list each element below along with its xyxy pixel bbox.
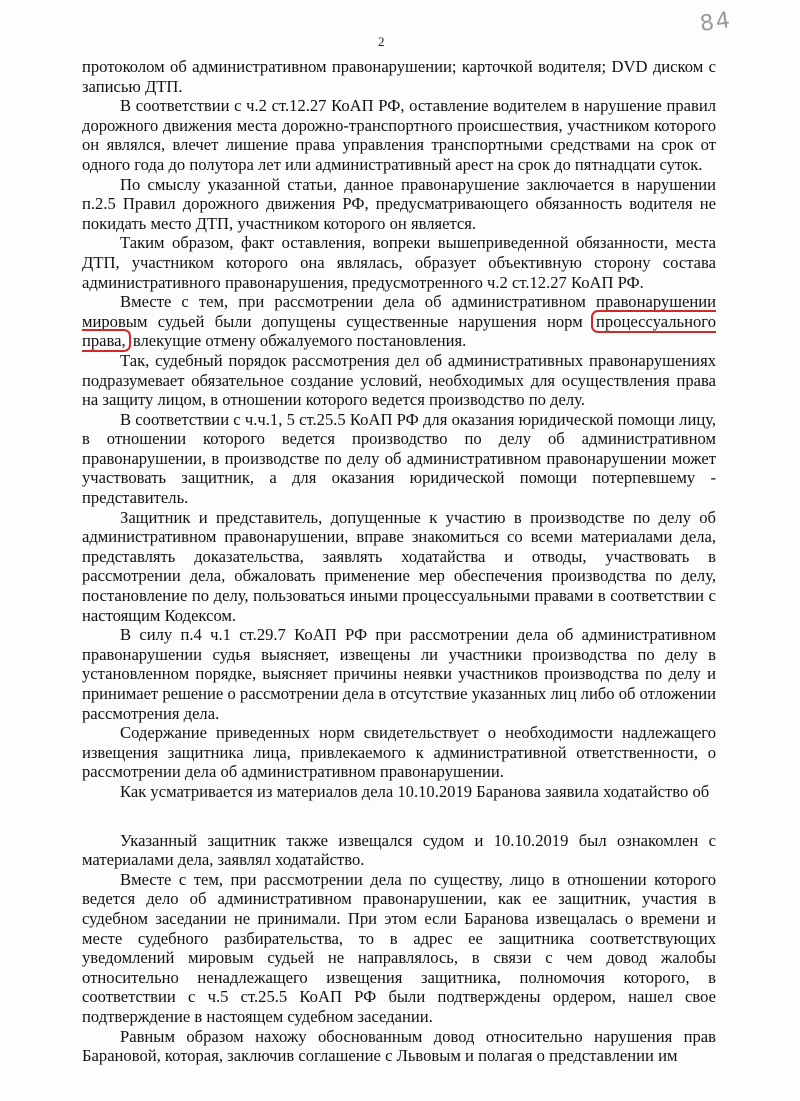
paragraph-1: протоколом об административном правонарушении; карточкой водителя; DVD диском с записью ДТП. [82,57,716,96]
paragraph-14: Равным образом нахожу обоснованным довод относительно нарушения прав Барановой, которая, заключив соглашение с Львовым и полагая о представлении им [82,1026,716,1066]
handwritten-page-mark: 84 [698,7,734,38]
paragraph-13: Вместе с тем, при рассмотрении дела по существу, лицо в отношении которого ведется дело об административном правонарушении, как ее защитник, участия в судебном заседании не принимали. При этом если Баранова извещалась о времени и месте судебного разбирательства, то в адрес ее защитника соответствующих уведомлений мировым судьей не направлялось, в связи с чем довод жалобы относительно ненадлежащего извещения защитника, полномочия которого, в соответствии с ч.5 ст.25.5 КоАП РФ были подтверждены ордером, нашел свое подтверждение в настоящем судебном заседании. [82,869,716,1026]
paragraph-5 [82,292,716,351]
highlighted-phrase: процессуального права, [82,311,716,351]
document-body [82,57,716,1066]
paragraph-6: Так, судебный порядок рассмотрения дел об административных правонарушениях подразумевает обязательное создание условий, необходимых для осуществления права на защиту лицом, в отношении которого ведется производство по делу. [82,350,716,410]
paragraph-7: В соответствии с ч.ч.1, 5 ст.25.5 КоАП РФ для оказания юридической помощи лицу, в отношении которого ведется производство по делу об административном правонарушении, в производстве по делу об административном правонарушении может участвовать защитник, а для оказания юридической помощи потерпевшему - представитель. [82,409,716,508]
paragraph-8: Защитник и представитель, допущенные к участию в производстве по делу об административном правонарушении, вправе знакомиться со всеми материалами дела, представлять доказательства, заявлять ходатайства и отводы, участвовать в рассмотрении дела, обжаловать применение мер обеспечения производства по делу, постановление по делу, пользоваться иными процессуальными правами в соответствии с настоящим Кодексом. [82,507,716,625]
paragraph-9: В силу п.4 ч.1 ст.29.7 КоАП РФ при рассмотрении дела об административном правонарушении судья выясняет, извещены ли участники производства по делу в установленном порядке, выясняет причины неявки участников производства по делу и принимает решение о рассмотрении дела в отсутствие указанных лиц либо об отложении рассмотрения дела. [82,625,716,723]
paragraph-3: По смыслу указанной статьи, данное правонарушение заключается в нарушении п.2.5 Правил дорожного движения РФ, предусматривающего обязанность водителя не покидать место ДТП, участником которого он является. [82,174,716,233]
paragraph-4: Таким образом, факт оставления, вопреки вышеприведенной обязанности, места ДТП, участником которого она являлась, образует объективную сторону состава административного правонарушения, предусмотренного ч.2 ст.12.27 КоАП РФ. [82,233,716,292]
paragraph-5-end: влекущие отмену обжалуемого постановления. [128,331,467,351]
paragraph-2: В соответствии с ч.2 ст.12.27 КоАП РФ, оставление водителем в нарушение правил дорожного движения места дорожно-транспортного происшествия, участником которого он являлся, влечет лишение права управления транспортными средствами на срок от одного года до полутора лет или административный арест на срок до пятнадцати суток. [82,96,716,174]
paragraph-10: Содержание приведенных норм свидетельствует о необходимости надлежащего извещения защитника лица, привлекаемого к административной ответственности, о рассмотрении дела об административном правонарушении. [82,723,716,782]
page-number: 2 [378,34,385,49]
paragraph-11: Как усматривается из материалов дела 10.10.2019 Баранова заявила ходатайство об [120,781,710,801]
paragraph-12: Указанный защитник также извещался судом и 10.10.2019 был ознакомлен с материалами дела, заявлял ходатайство. [82,830,716,870]
paragraph-5-start: Вместе с тем, при рассмотрении дела об административном правонарушении мировым судьей были допущены существенные нарушения норм [82,292,716,331]
blank-gap [82,802,716,831]
